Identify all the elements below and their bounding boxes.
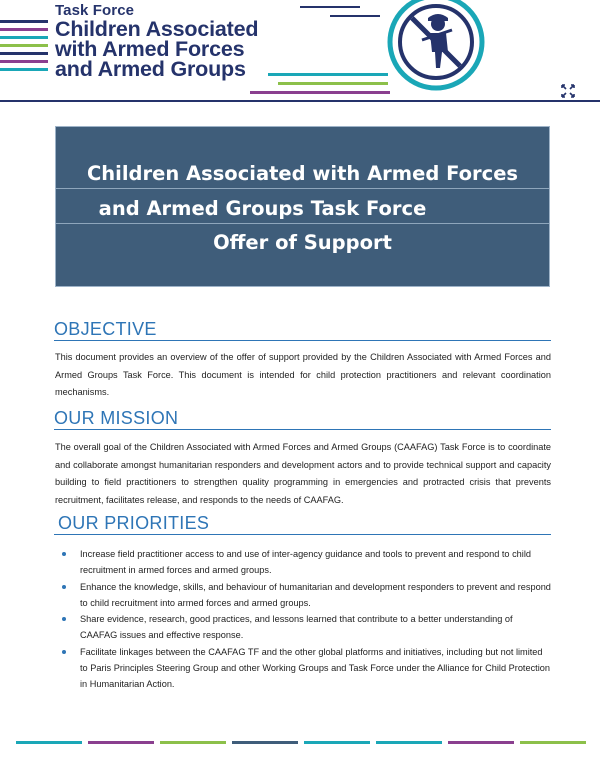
section-heading-objective: OBJECTIVE (54, 319, 157, 339)
bullet-icon (62, 617, 66, 621)
header-stripe (0, 100, 600, 102)
header-stripe (278, 82, 388, 85)
bullet-icon (62, 552, 66, 556)
title-divider (56, 188, 549, 189)
header-stripe (0, 60, 48, 63)
footer-stripe (304, 741, 370, 744)
list-item (62, 644, 552, 693)
header-stripe (330, 15, 380, 17)
header-stripe (300, 6, 360, 8)
header-stripe (0, 68, 48, 71)
logo-small-text: Task Force (55, 2, 135, 19)
header-stripe (268, 73, 388, 76)
header-stripe (250, 91, 390, 94)
logo-title-line: and Armed Groups (55, 57, 246, 81)
header-stripe (0, 44, 48, 47)
footer-stripe (160, 741, 226, 744)
no-child-soldier-icon (382, 0, 500, 104)
header-stripe (0, 36, 48, 39)
section-heading-priorities: OUR PRIORITIES (58, 513, 210, 533)
list-item (62, 579, 552, 612)
list-item-text: Increase field practitioner access to and use of inter-agency guidance and tools to prevent and respond to child recruitment in armed forces and armed groups. (80, 549, 531, 576)
mission-paragraph: The overall goal of the Children Associated with Armed Forces and Armed Groups (CAAFAG) Task Force is to coordinate and collaborate amongst humanitarian responders and development actors and to provide technical support and capacity building to field practitioners to strengthen quality programming in emergencies and protracted crisis that prevents recruitment, facilitates release, and responds to the needs of CAAFAG. (55, 442, 551, 505)
logo-title-line: Children Associated (55, 17, 259, 41)
section-rule (54, 429, 551, 430)
expand-icon[interactable] (561, 84, 575, 98)
footer-stripe (88, 741, 154, 744)
section-heading-mission: OUR MISSION (54, 408, 179, 428)
bullet-icon (62, 585, 66, 589)
document-title-line: Children Associated with Armed Forces (86, 162, 519, 185)
list-item-text: Share evidence, research, good practices, and lessons learned that contribute to a better understanding of CAAFAG issues and effective response. (80, 614, 513, 641)
title-divider (56, 223, 549, 224)
document-title-line: and Armed Groups Task Force (98, 197, 427, 220)
logo (55, 3, 258, 79)
footer-stripe (520, 741, 586, 744)
header-stripe (0, 20, 48, 23)
footer-stripe (376, 741, 442, 744)
priorities-list (62, 546, 552, 693)
header-stripe (0, 28, 48, 31)
title-banner (55, 126, 550, 287)
footer-stripe (16, 741, 82, 744)
list-item-text: Facilitate linkages between the CAAFAG TF and the other global platforms and initiatives, including but not limited to Paris Principles Steering Group and other Working Groups and Task Force under the Alliance for Child Protection in Humanitarian Action. (80, 646, 550, 690)
section-rule (54, 340, 551, 341)
footer-stripe (448, 741, 514, 744)
list-item (62, 611, 552, 644)
objective-paragraph: This document provides an overview of the offer of support provided by the Children Associated with Armed Forces and Armed Groups Task Force. This document is intended for child protection practitioners and relevant coordination mechanisms. (55, 352, 551, 397)
list-item-text: Enhance the knowledge, skills, and behaviour of humanitarian and development responders to prevent and respond to child recruitment into armed forces and armed groups. (80, 581, 551, 608)
logo-title-line: with Armed Forces (55, 37, 245, 61)
document-title-line: Offer of Support (213, 231, 392, 254)
header-stripe (0, 52, 48, 55)
bullet-icon (62, 650, 66, 654)
footer-stripe (232, 741, 298, 744)
list-item (62, 546, 552, 579)
page-header (0, 0, 600, 110)
section-rule (54, 534, 551, 535)
